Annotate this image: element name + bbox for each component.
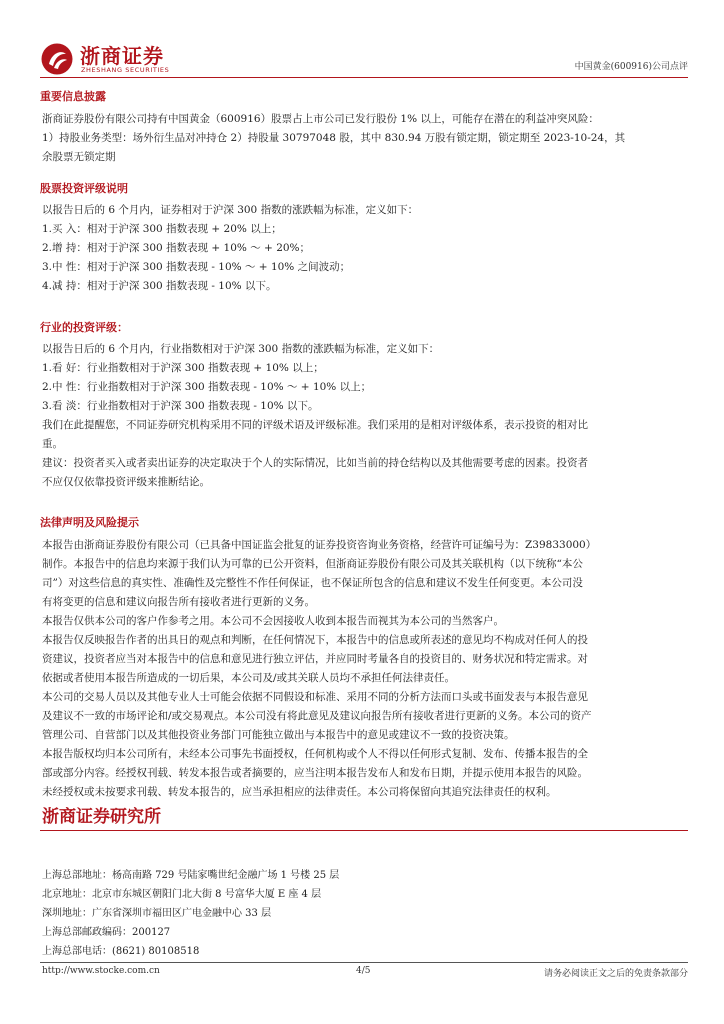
text-line: 司”）对这些信息的真实性、准确性及完整性不作任何保证，也不保证所包含的信息和建议不发生任何变更。本公司没	[42, 577, 583, 589]
institute-name: 浙商证券研究所	[42, 807, 161, 827]
industry-rating-title: 行业的投资评级：	[40, 321, 128, 334]
institute-contacts	[42, 866, 339, 961]
footer-website-link[interactable]: http://www.stocke.com.cn	[42, 966, 160, 976]
industry-rating-text	[42, 340, 687, 492]
text-line: 本公司的交易人员以及其他专业人士可能会依据不同假设和标准、采用不同的分析方法而口头或书面发表与本报告意见	[42, 691, 588, 703]
footer-divider	[40, 962, 688, 963]
shanghai-postcode: 上海总部邮政编码：200127	[42, 927, 171, 938]
report-tag: 中国黄金(600916)公司点评	[574, 62, 688, 72]
disclosure-text	[42, 110, 687, 167]
text-line: 重。	[42, 438, 63, 450]
text-line: 本报告仅反映报告作者的出具日的观点和判断，在任何情况下，本报告中的信息或所表述的意见均不构成对任何人的投	[42, 634, 588, 646]
text-line: 管理公司、自营部门以及其他投资业务部门可能独立做出与本报告中的意见或建议不一致的投资决策。	[42, 729, 515, 741]
text-line: 1）持股业务类型：场外衍生品对冲持仓 2）持股量 30797048 股，其中 830.94 万股有锁定期，锁定期至 2023-10-24，其	[42, 132, 626, 144]
text-line: 及建议不一致的市场评论和/或交易观点。本公司没有将此意见及建议向报告所有接收者进行更新的义务。本公司的资产	[42, 710, 592, 722]
logo-english-text: ZHESHANG SECURITIES	[81, 66, 170, 74]
legal-text	[42, 536, 687, 802]
shanghai-address: 上海总部地址：杨高南路 729 号陆家嘴世纪金融广场 1 号楼 25 层	[42, 870, 340, 881]
text-line: 有将变更的信息和建议向报告所有接收者进行更新的义务。	[42, 596, 315, 608]
text-line: 本报告仅供本公司的客户作参考之用。本公司不会因接收人收到本报告而视其为本公司的当然客户。	[42, 615, 504, 627]
text-line: 建议：投资者买入或者卖出证券的决定取决于个人的实际情况，比如当前的持仓结构以及其他需要考虑的因素。投资者	[42, 457, 588, 469]
text-line: 浙商证券股份有限公司持有中国黄金（600916）股票占上市公司已发行股份 1% 以上，可能存在潜在的利益冲突风险：	[42, 113, 599, 125]
text-line: 2.中 性：行业指数相对于沪深 300 指数表现 - 10% ～ + 10% 以上；	[42, 381, 372, 393]
text-line: 未经授权或未按要求刊载、转发本报告的，应当承担相应的法律责任。本公司将保留向其追究法律责任的权利。	[42, 786, 557, 798]
company-logo	[40, 38, 200, 78]
shenzhen-address: 深圳地址：广东省深圳市福田区广电金融中心 33 层	[42, 908, 272, 919]
logo-chinese-text: 浙商证券	[80, 44, 164, 68]
text-line: 部或部分内容。经授权刊载、转发本报告或者摘要的，应当注明本报告发布人和发布日期，并提示使用本报告的风险。	[42, 767, 588, 779]
stock-rating-title: 股票投资评级说明	[40, 182, 128, 195]
stock-rating-text	[42, 201, 687, 296]
text-line: 以报告日后的 6 个月内，行业指数相对于沪深 300 指数的涨跌幅为标准，定义如下：	[42, 343, 440, 355]
text-line: 1.看 好：行业指数相对于沪深 300 指数表现 + 10% 以上；	[42, 362, 324, 374]
zheshang-logo-icon	[40, 42, 74, 76]
text-line: 2.增 持：相对于沪深 300 指数表现 + 10% ～ + 20%；	[42, 242, 311, 254]
text-line: 制作。本报告中的信息均来源于我们认为可靠的已公开资料，但浙商证券股份有限公司及其关联机构（以下统称“本公	[42, 558, 583, 570]
disclosure-title: 重要信息披露	[40, 90, 106, 103]
text-line: 不应仅仅依靠投资评级来推断结论。	[42, 476, 210, 488]
legal-title: 法律声明及风险提示	[40, 516, 139, 529]
footer-disclaimer-note: 请务必阅读正文之后的免责条款部分	[543, 969, 688, 979]
text-line: 4.减 持：相对于沪深 300 指数表现 - 10% 以下。	[42, 280, 277, 292]
text-line: 余股票无锁定期	[42, 151, 116, 163]
institute-divider	[40, 830, 688, 831]
text-line: 本报告版权均归本公司所有，未经本公司事先书面授权，任何机构或个人不得以任何形式复制、发布、传播本报告的全	[42, 748, 588, 760]
text-line: 1.买 入：相对于沪深 300 指数表现 + 20% 以上；	[42, 223, 282, 235]
beijing-address: 北京地址：北京市东城区朝阳门北大街 8 号富华大厦 E 座 4 层	[42, 889, 322, 900]
text-line: 以报告日后的 6 个月内，证券相对于沪深 300 指数的涨跌幅为标准，定义如下：	[42, 204, 419, 216]
text-line: 依据或者使用本报告所造成的一切后果，本公司及/或其关联人员均不承担任何法律责任。	[42, 672, 456, 684]
text-line: 3.中 性：相对于沪深 300 指数表现 - 10% ～ + 10% 之间波动；	[42, 261, 351, 273]
text-line: 本报告由浙商证券股份有限公司（已具备中国证监会批复的证券投资咨询业务资格，经营许可证编号为：Z39833000）	[42, 539, 597, 551]
page-number: 4/5	[356, 966, 371, 976]
header-divider	[40, 77, 688, 78]
page-header	[40, 38, 688, 82]
text-line: 我们在此提醒您，不同证券研究机构采用不同的评级术语及评级标准。我们采用的是相对评级体系，表示投资的相对比	[42, 419, 588, 431]
text-line: 资建议，投资者应当对本报告中的信息和意见进行独立评估，并应同时考量各自的投资目的、财务状况和特定需求。对	[42, 653, 588, 665]
shanghai-phone: 上海总部电话：(8621) 80108518	[42, 946, 200, 957]
text-line: 3.看 淡：行业指数相对于沪深 300 指数表现 - 10% 以下。	[42, 400, 319, 412]
